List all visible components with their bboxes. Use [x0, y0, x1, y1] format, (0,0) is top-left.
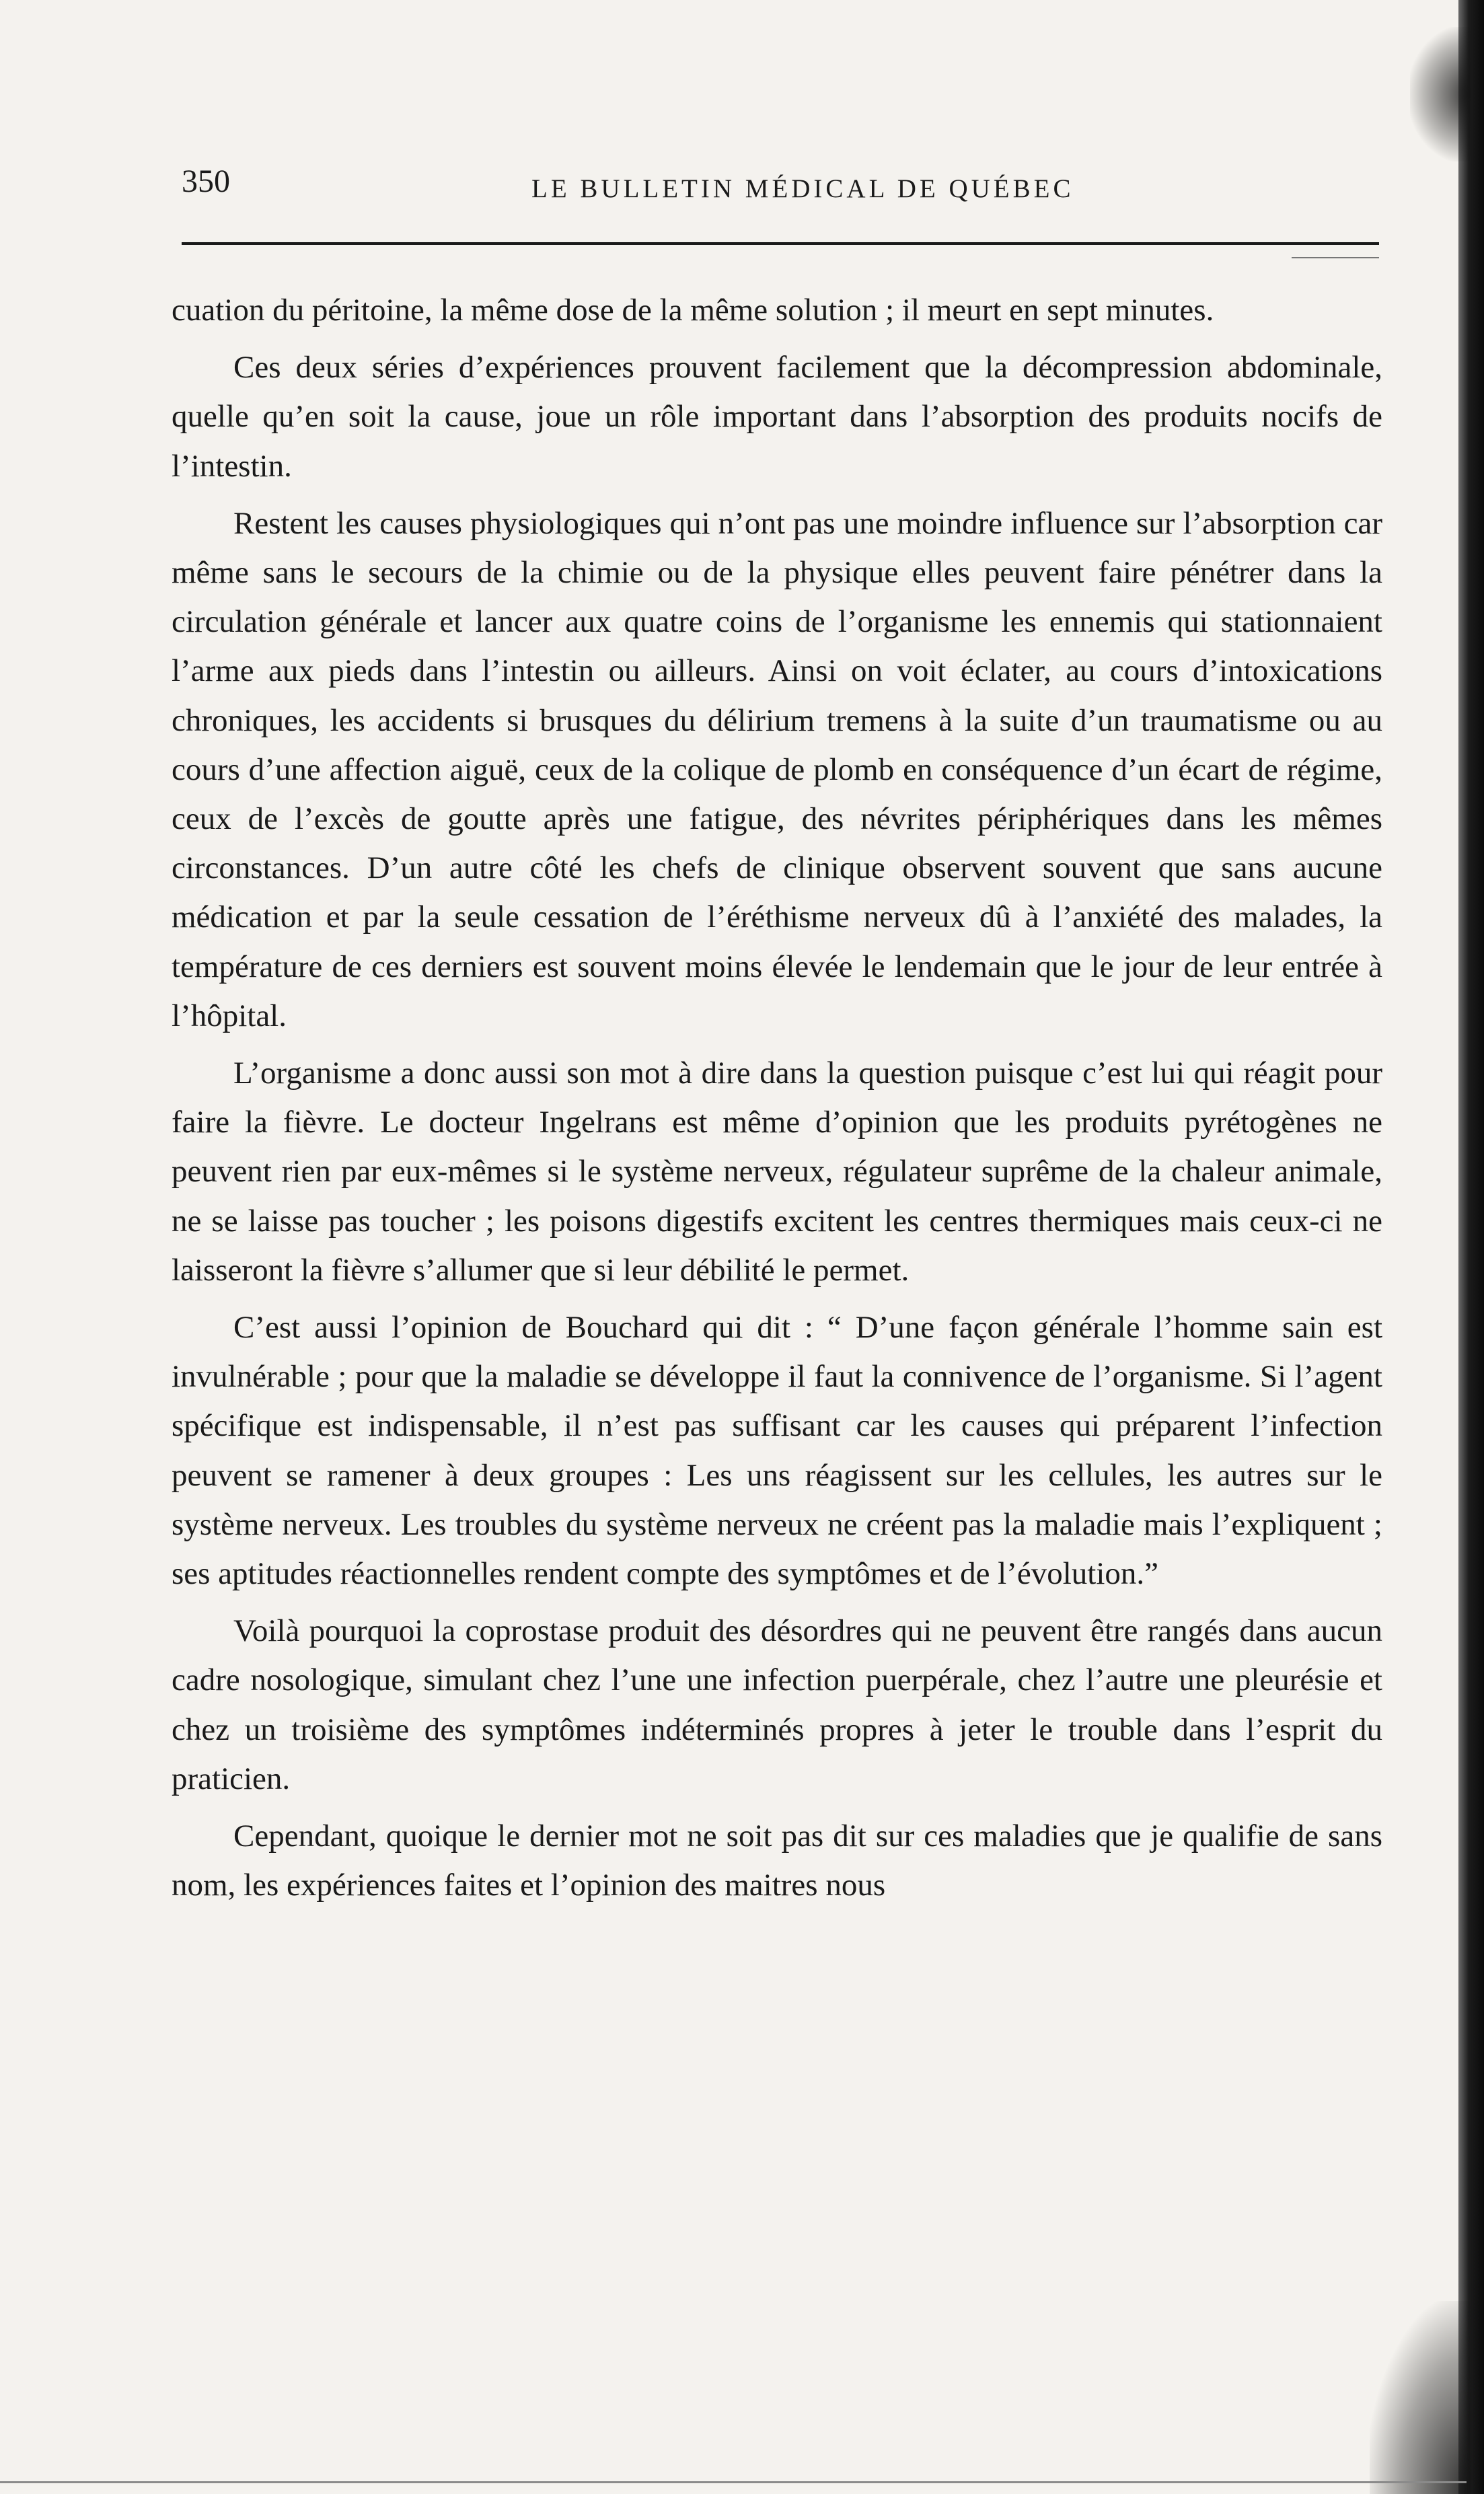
header-rule: [182, 242, 1379, 245]
page-number: 350: [182, 163, 230, 199]
paragraph: Voilà pourquoi la coprostase produit des désordres qui ne peuvent être rangés dans aucun cadre nosologique, simulant chez l’une une infection puerpérale, chez l’autre une pleurésie et chez un troisième des symptômes indéterminés propres à jeter le trouble dans l’esprit du praticien.: [172, 1613, 1382, 1796]
paragraph: L’organisme a donc aussi son mot à dire dans la question puisque c’est lui qui réagit pour faire la fièvre. Le docteur Ingelrans est même d’opinion que les produits pyrétogènes ne peuvent rien par eux-mêmes si le système nerveux, régulateur suprême de la chaleur animale, ne se laisse pas toucher ; les poisons digestifs excitent les centres thermiques mais ceux-ci ne laisseront la fièvre s’allumer que si leur débilité le permet.: [172, 1056, 1382, 1288]
body-text: [172, 286, 1382, 1919]
running-head: LE BULLETIN MÉDICAL DE QUÉBEC: [531, 174, 1074, 203]
paragraph: Cependant, quoique le dernier mot ne soit pas dit sur ces maladies que je qualifie de sans nom, les expériences faites et l’opinion des maitres nous: [172, 1819, 1382, 1903]
book-binding-edge: [1458, 0, 1484, 2494]
page-header: [182, 161, 1393, 215]
binding-shadow-top: [1410, 27, 1471, 161]
paragraph: cuation du péritoine, la même dose de la même solution ; il meurt en sept minutes.: [172, 293, 1214, 328]
header-rule-tail: [1292, 257, 1379, 258]
binding-shadow-bottom: [1370, 2301, 1471, 2494]
paragraph: C’est aussi l’opinion de Bouchard qui dit : “ D’une façon générale l’homme sain est invulnérable ; pour que la maladie se développe il faut la connivence de l’organisme. Si l’agent spécifique est indispensable, il n’est pas suffisant car les causes qui préparent l’infection peuvent se ramener à deux groupes : Les uns réagissent sur les cellules, les autres sur le système nerveux. Les troubles du système nerveux ne créent pas la maladie mais l’expliquent ; ses aptitudes réactionnelles rendent compte des symptômes et de l’évolution.”: [172, 1310, 1382, 1592]
paragraph: Restent les causes physiologiques qui n’ont pas une moindre influence sur l’absorption car même sans le secours de la chimie ou de la physique elles peuvent faire pénétrer dans la circulation générale et lancer aux quatre coins de l’organisme les ennemis qui stationnaient l’arme aux pieds dans l’intestin ou ailleurs. Ainsi on voit éclater, au cours d’intoxications chroniques, les accidents si brusques du délirium tremens à la suite d’un traumatisme ou au cours d’une affection aiguë, ceux de la colique de plomb en conséquence d’un écart de régime, ceux de l’excès de goutte après une fatigue, des névrites périphériques dans les mêmes circonstances. D’un autre côté les chefs de clinique observent souvent que sans aucune médication et par la seule cessation de l’éréthisme nerveux dû à l’anxiété des malades, la température de ces derniers est souvent moins élevée le lendemain que le jour de leur entrée à l’hôpital.: [172, 505, 1382, 1033]
paragraph: Ces deux séries d’expériences prouvent facilement que la décompression abdominale, quelle qu’en soit la cause, joue un rôle important dans l’absorption des produits nocifs de l’intestin.: [172, 350, 1382, 484]
page-bottom-edge: [0, 2481, 1467, 2483]
